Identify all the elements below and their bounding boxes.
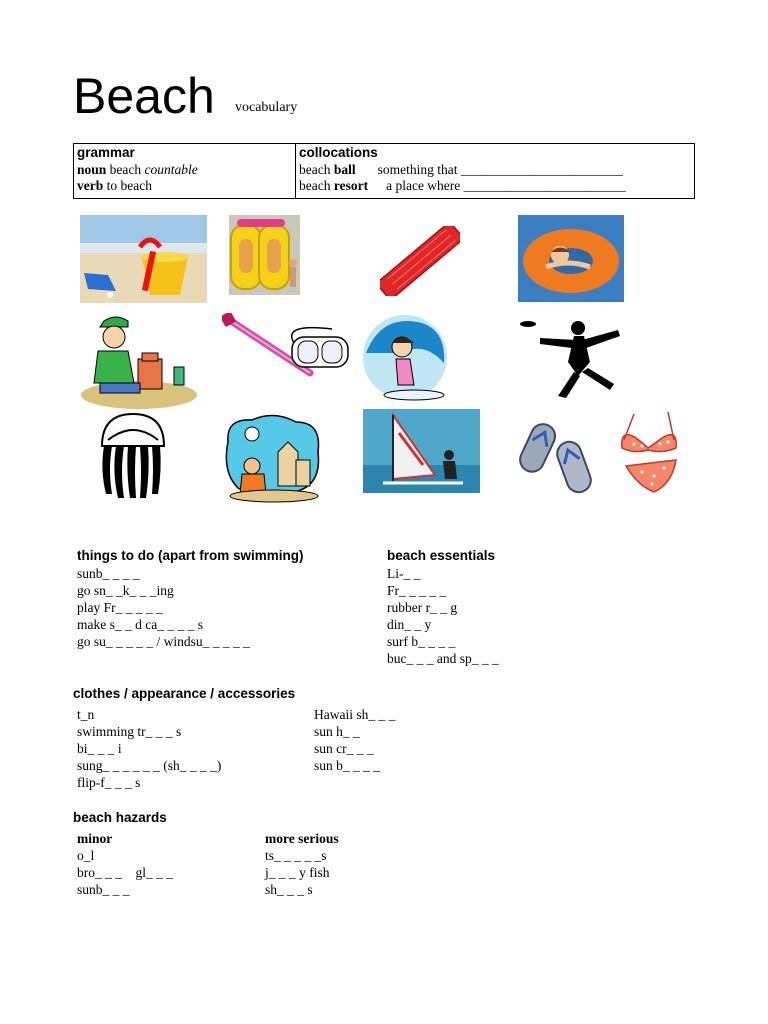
windsurfer-image <box>363 409 480 493</box>
child-building-sandcastle-image <box>80 313 198 410</box>
verb-label: verb <box>77 178 104 193</box>
list-item: buc_ _ _ and sp_ _ _ <box>387 651 499 666</box>
table-divider <box>295 144 296 198</box>
beach-essentials-list <box>387 565 499 667</box>
list-item: sunb_ _ _ <box>77 882 130 897</box>
noun-label: noun <box>77 161 107 177</box>
list-item: sun h_ _ <box>314 724 360 739</box>
page-title: Beach <box>73 68 215 124</box>
list-item: make s_ _ d ca_ _ _ _ s <box>77 617 203 632</box>
hazards-minor-list <box>77 830 173 898</box>
bucket-and-spade-image <box>80 215 207 303</box>
list-item: Hawaii sh_ _ _ <box>314 707 396 722</box>
list-item: t_n <box>77 707 95 722</box>
verb-line <box>77 178 198 195</box>
hazards-heading: beach hazards <box>73 810 167 825</box>
minor-heading: minor <box>77 831 113 846</box>
flip-flops-image <box>518 421 596 497</box>
rubber-rings-image <box>229 215 300 295</box>
list-item: j_ _ _ y fish <box>265 865 330 880</box>
collocation-item: beach ball something that ________________________ <box>299 161 623 177</box>
list-item: sh_ _ _ s <box>265 882 313 897</box>
list-item: bi_ _ _ i <box>77 741 122 756</box>
clothes-list-left <box>77 706 221 791</box>
collocation-item: beach resort a place where ________________________ <box>299 178 626 193</box>
beach-essentials-heading: beach essentials <box>387 548 496 563</box>
hazards-serious-list <box>265 830 339 898</box>
page-subtitle: vocabulary <box>235 100 298 115</box>
list-item: surf b_ _ _ _ <box>387 634 456 649</box>
grammar-cell <box>77 145 198 195</box>
list-item: sun b_ _ _ _ <box>314 758 381 773</box>
list-item: sunb_ _ _ _ <box>77 566 140 581</box>
list-item: Li-_ _ <box>387 566 421 581</box>
list-item: bro_ _ _ gl_ _ _ <box>77 865 173 880</box>
list-item: sung_ _ _ _ _ _ (sh_ _ _ _) <box>77 758 222 773</box>
things-to-do-list <box>77 565 250 650</box>
bikini-image <box>616 410 684 496</box>
list-item: o_l <box>77 848 95 863</box>
grammar-collocations-table <box>73 143 695 199</box>
serious-heading: more serious <box>265 831 339 846</box>
frisbee-player-image <box>518 318 628 400</box>
list-item: rubber r_ _ g <box>387 600 458 615</box>
noun-type: countable <box>144 161 198 177</box>
list-item: go su_ _ _ _ _ / windsu_ _ _ _ _ <box>77 634 250 649</box>
collocations-heading: collocations <box>299 145 378 160</box>
list-item: play Fr_ _ _ _ _ <box>77 600 163 615</box>
list-item: din_ _ y <box>387 617 432 632</box>
surfer-image <box>362 313 448 403</box>
list-item: Fr_ _ _ _ _ <box>387 583 447 598</box>
noun-line <box>77 162 198 179</box>
list-item: swimming tr_ _ _ s <box>77 724 182 739</box>
things-to-do-heading: things to do (apart from swimming) <box>77 548 304 563</box>
collocations-cell <box>299 145 626 195</box>
list-item: flip-f_ _ _ s <box>77 775 141 790</box>
clothes-list-right <box>314 706 395 774</box>
list-item: go sn_ _k_ _ _ing <box>77 583 174 598</box>
list-item: ts_ _ _ _ _s <box>265 848 327 863</box>
list-item: sun cr_ _ _ <box>314 741 374 756</box>
verb-phrase: to beach <box>106 178 152 193</box>
lilo-image <box>380 226 460 296</box>
grammar-heading: grammar <box>77 145 135 160</box>
person-in-rubber-ring-image <box>518 215 624 302</box>
noun-word: beach <box>109 161 142 177</box>
snorkel-and-mask-image <box>222 313 352 393</box>
sandcastle-scene-image <box>222 412 324 504</box>
clothes-heading: clothes / appearance / accessories <box>73 686 296 701</box>
jellyfish-image <box>96 410 170 500</box>
